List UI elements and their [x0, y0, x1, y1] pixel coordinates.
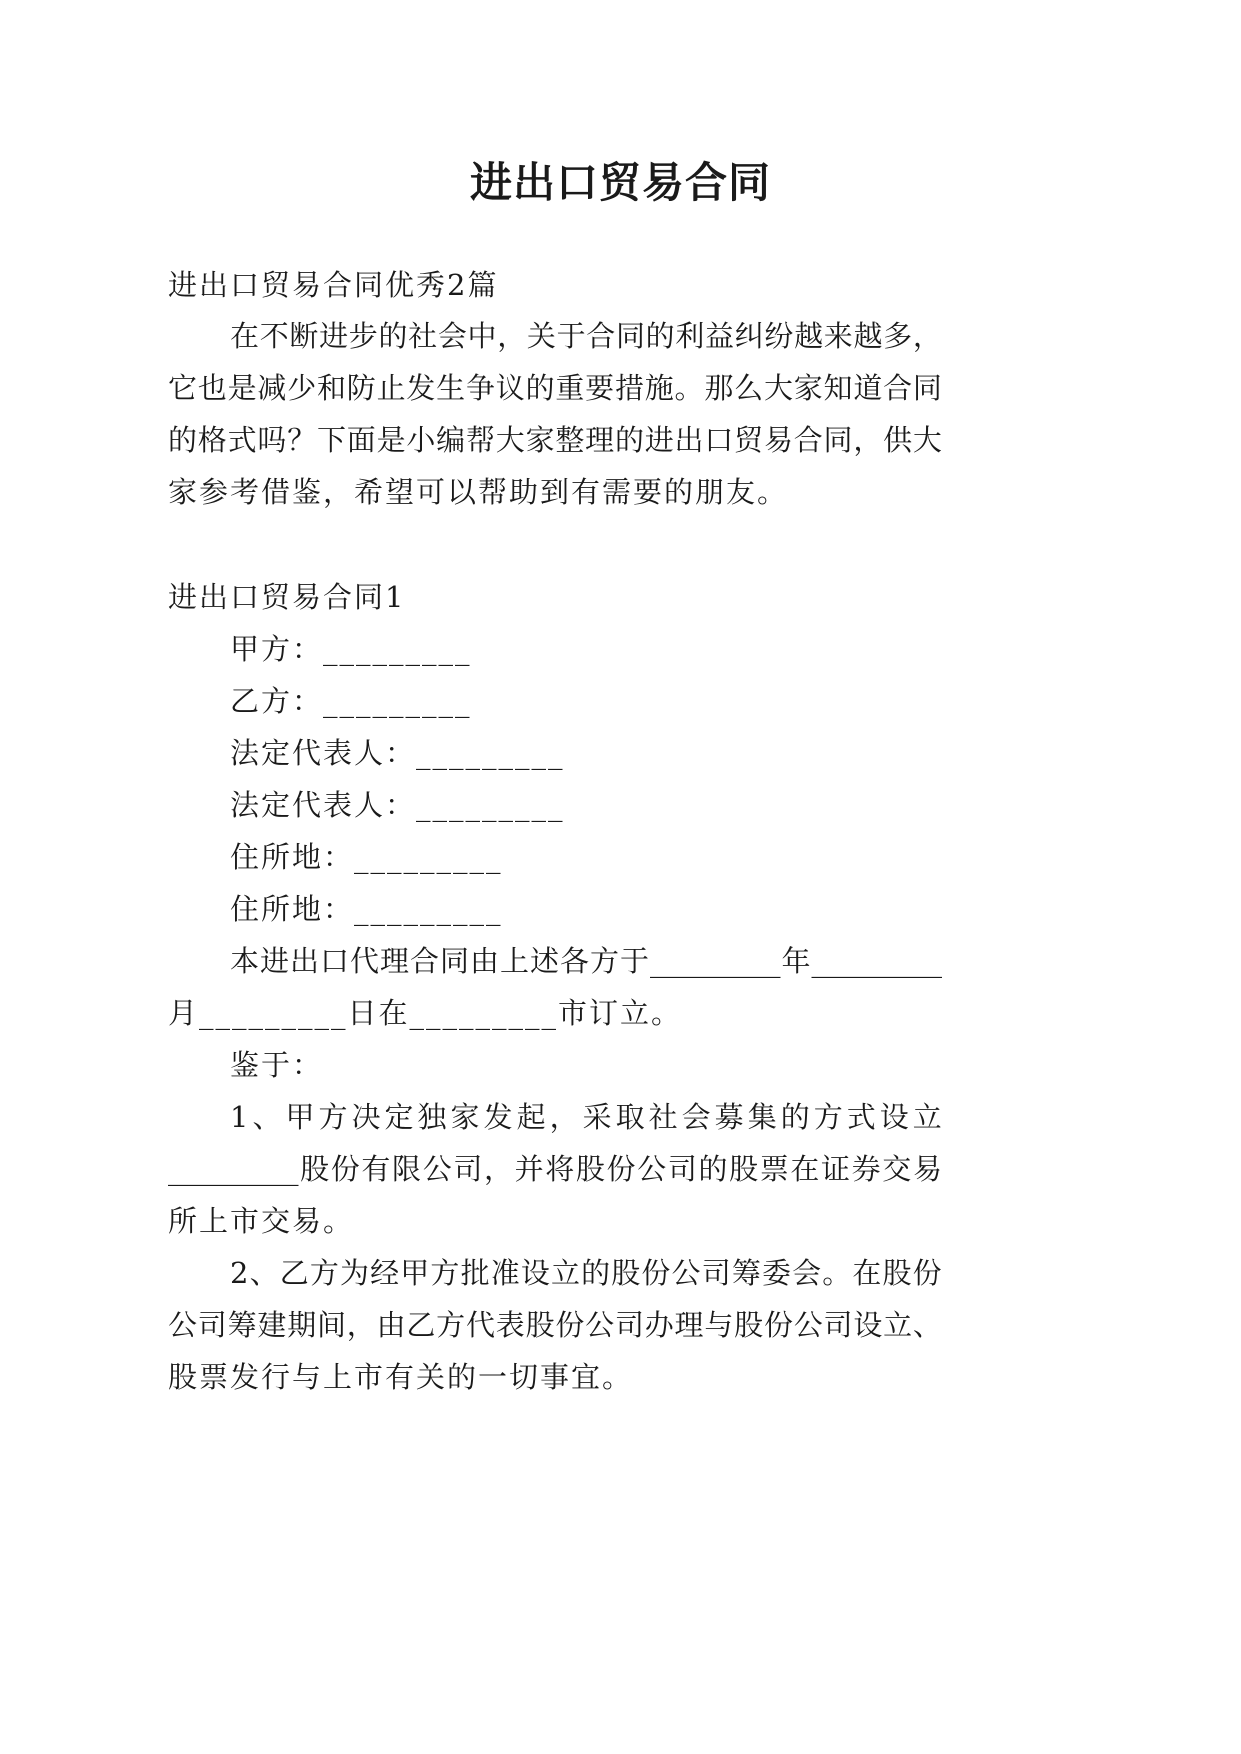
field-legal-rep-1: 法定代表人：_________: [230, 736, 565, 770]
field-address-2: 住所地：_________: [230, 892, 503, 926]
clause2-line-3: 股票发行与上市有关的一切事宜。: [168, 1360, 634, 1394]
document-subtitle: 进出口贸易合同优秀2篇: [168, 268, 499, 302]
intro-line-4: 家参考借鉴，希望可以帮助到有需要的朋友。: [168, 475, 789, 509]
intro-line-3: 的 格 式 吗 ？ 下 面 是 小 编 帮 大 家 整 理 的 进 出 口 贸 易 合 同 ， 供 大: [168, 423, 942, 457]
clause1-line-3: 所上市交易。: [168, 1204, 355, 1238]
intro-line-2: 它 也 是 减 少 和 防 止 发 生 争 议 的 重 要 措 施 。 那 么 大 家 知 道 合 同: [168, 371, 942, 405]
clause2-line-1: 2 、 乙 方 为 经 甲 方 批 准 设 立 的 股 份 公 司 筹 委 会 。 在 股 份: [230, 1256, 942, 1290]
field-address-1: 住所地：_________: [230, 840, 503, 874]
whereas-label: 鉴于：: [230, 1048, 324, 1082]
signing-line-2: 月_________日在_________市订立。: [168, 996, 683, 1030]
document-title: 进出口贸易合同: [469, 158, 771, 207]
clause1-line-1: 1 、 甲 方 决 定 独 家 发 起 ， 采 取 社 会 募 集 的 方 式 设 立: [230, 1100, 942, 1134]
field-party-a: 甲方：_________: [230, 632, 472, 666]
signing-line-1: 本 进 出 口 代 理 合 同 由 上 述 各 方 于 _________ 年 _________: [230, 944, 942, 978]
field-party-b: 乙方：_________: [230, 684, 472, 718]
clause2-line-2: 公 司 筹 建 期 间 ， 由 乙 方 代 表 股 份 公 司 办 理 与 股 份 公 司 设 立 、: [168, 1308, 942, 1342]
field-legal-rep-2: 法定代表人：_________: [230, 788, 565, 822]
clause1-line-2: _________ 股 份 有 限 公 司 ， 并 将 股 份 公 司 的 股 票 在 证 券 交 易: [168, 1152, 942, 1186]
section1-heading: 进出口贸易合同1: [168, 580, 406, 614]
intro-line-1: 在 不 断 进 步 的 社 会 中 ， 关 于 合 同 的 利 益 纠 纷 越 来 越 多 ，: [230, 319, 942, 353]
